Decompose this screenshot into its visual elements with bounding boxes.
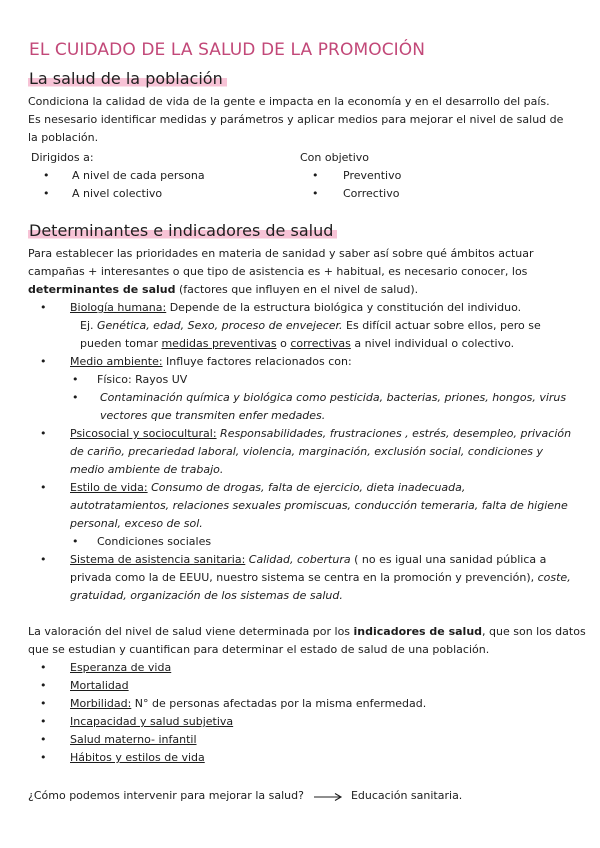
bullet-icon: • [72,373,79,386]
bullet-icon: • [43,187,50,200]
bullet-icon: • [72,391,79,404]
valoracion-line-2: que se estudian y cuantifican para determinar el estado de salud de una población. [28,643,490,656]
bullet-icon: • [40,301,47,314]
question-text: ¿Cómo podemos intervenir para mejorar la salud? [28,789,304,802]
biologia-example: Ej. Genética, edad, Sexo, proceso de envejecer. Es difícil actuar sobre ellos, pero se [80,319,541,332]
bullet-icon: • [40,679,47,692]
bullet-icon: • [312,187,319,200]
answer-text: Educación sanitaria. [350,789,463,802]
dirigidos-label: Dirigidos a: [31,151,94,164]
indicator-item: Salud materno- infantil [70,733,197,746]
indicator-item: Incapacidad y salud subjetiva [70,715,234,728]
paragraph-identificar: Es nesesario identificar medidas y parámetros y aplicar medios para mejorar el nivel de salud de la población. [28,113,564,144]
intro-line: determinantes de salud (factores que influyen en el nivel de salud). [28,283,419,296]
intro-line: campañas + interesantes o que tipo de asistencia es + habitual, es necesario conocer, los [28,265,528,278]
list-item: Correctivo [343,187,400,200]
right-arrow-icon [313,791,343,801]
determinantes-bold: determinantes de salud [28,283,176,296]
sistema-line: Sistema de asistencia sanitaria: Calidad, cobertura ( no es igual una sanidad pública a [70,553,547,566]
bullet-icon: • [40,661,47,674]
biologia-line: Biología humana: Depende de la estructura biológica y constitución del individuo. [70,301,522,314]
page-title: EL CUIDADO DE LA SALUD DE LA PROMOCIÓN [29,40,426,60]
sistema-line-3: gratuidad, organización de los sistemas de salud. [70,589,343,602]
indicator-item: Mortalidad [70,679,129,692]
bullet-icon: • [312,169,319,182]
biologia-measures: pueden tomar medidas preventivas o correctivas a nivel individual o colectivo. [80,337,515,350]
bullet-icon: • [40,427,47,440]
paragraph-condiciona: Condiciona la calidad de vida de la gente e impacta en la economía y en el desarrollo del país. [28,95,550,108]
indicadores-bold: indicadores de salud [353,625,483,638]
indicator-item: Morbilidad: N° de personas afectadas por la misma enfermedad. [70,697,427,710]
objetivo-label: Con objetivo [300,151,370,164]
valoracion-line: La valoración del nivel de salud viene determinada por los indicadores de salud, que son los datos [28,625,586,638]
psico-line-2: de cariño, precariedad laboral, violencia, marginación, exclusión social, condiciones y [70,445,543,458]
bullet-icon: • [72,535,79,548]
psico-line: Psicosocial y sociocultural: Responsabilidades, frustraciones , estrés, desempleo, privación [70,427,572,440]
closing-question-line [28,787,462,805]
section-heading-determinantes: Determinantes e indicadores de salud [28,221,337,240]
indicator-item: Hábitos y estilos de vida [70,751,205,764]
medio-sub-contaminacion: Contaminación química y biológica como pesticida, bacterias, priones, hongos, virus [100,391,567,404]
estilo-line: Estilo de vida: Consumo de drogas, falta de ejercicio, dieta inadecuada, [70,481,466,494]
bullet-icon: • [40,481,47,494]
intro-line: Para establecer las prioridades en materia de sanidad y saber así sobre qué ámbitos actuar [28,247,534,260]
bullet-icon: • [43,169,50,182]
bullet-icon: • [40,355,47,368]
medio-line: Medio ambiente: Influye factores relacionados con: [70,355,352,368]
sistema-line-2: privada como la de EEUU, nuestro sistema se centra en la promoción y prevención), coste, [70,571,571,584]
indicator-item: Esperanza de vida [70,661,172,674]
list-item: A nivel colectivo [72,187,163,200]
list-item: A nivel de cada persona [72,169,205,182]
bullet-icon: • [40,751,47,764]
estilo-line-3: personal, exceso de sol. [70,517,203,530]
bullet-icon: • [40,715,47,728]
estilo-line-2: autotratamientos, relaciones sexuales promiscuas, conducción temeraria, falta de higiene [70,499,568,512]
medio-sub-contaminacion-cont: vectores que transmiten enfer medades. [100,409,326,422]
medio-sub-fisico: Físico: Rayos UV [97,373,188,386]
psico-line-3: medio ambiente de trabajo. [70,463,224,476]
list-item: Preventivo [343,169,402,182]
estilo-sub: Condiciones sociales [97,535,212,548]
section-heading-salud-poblacion: La salud de la población [28,69,227,88]
bullet-icon: • [40,733,47,746]
bullet-icon: • [40,553,47,566]
bullet-icon: • [40,697,47,710]
